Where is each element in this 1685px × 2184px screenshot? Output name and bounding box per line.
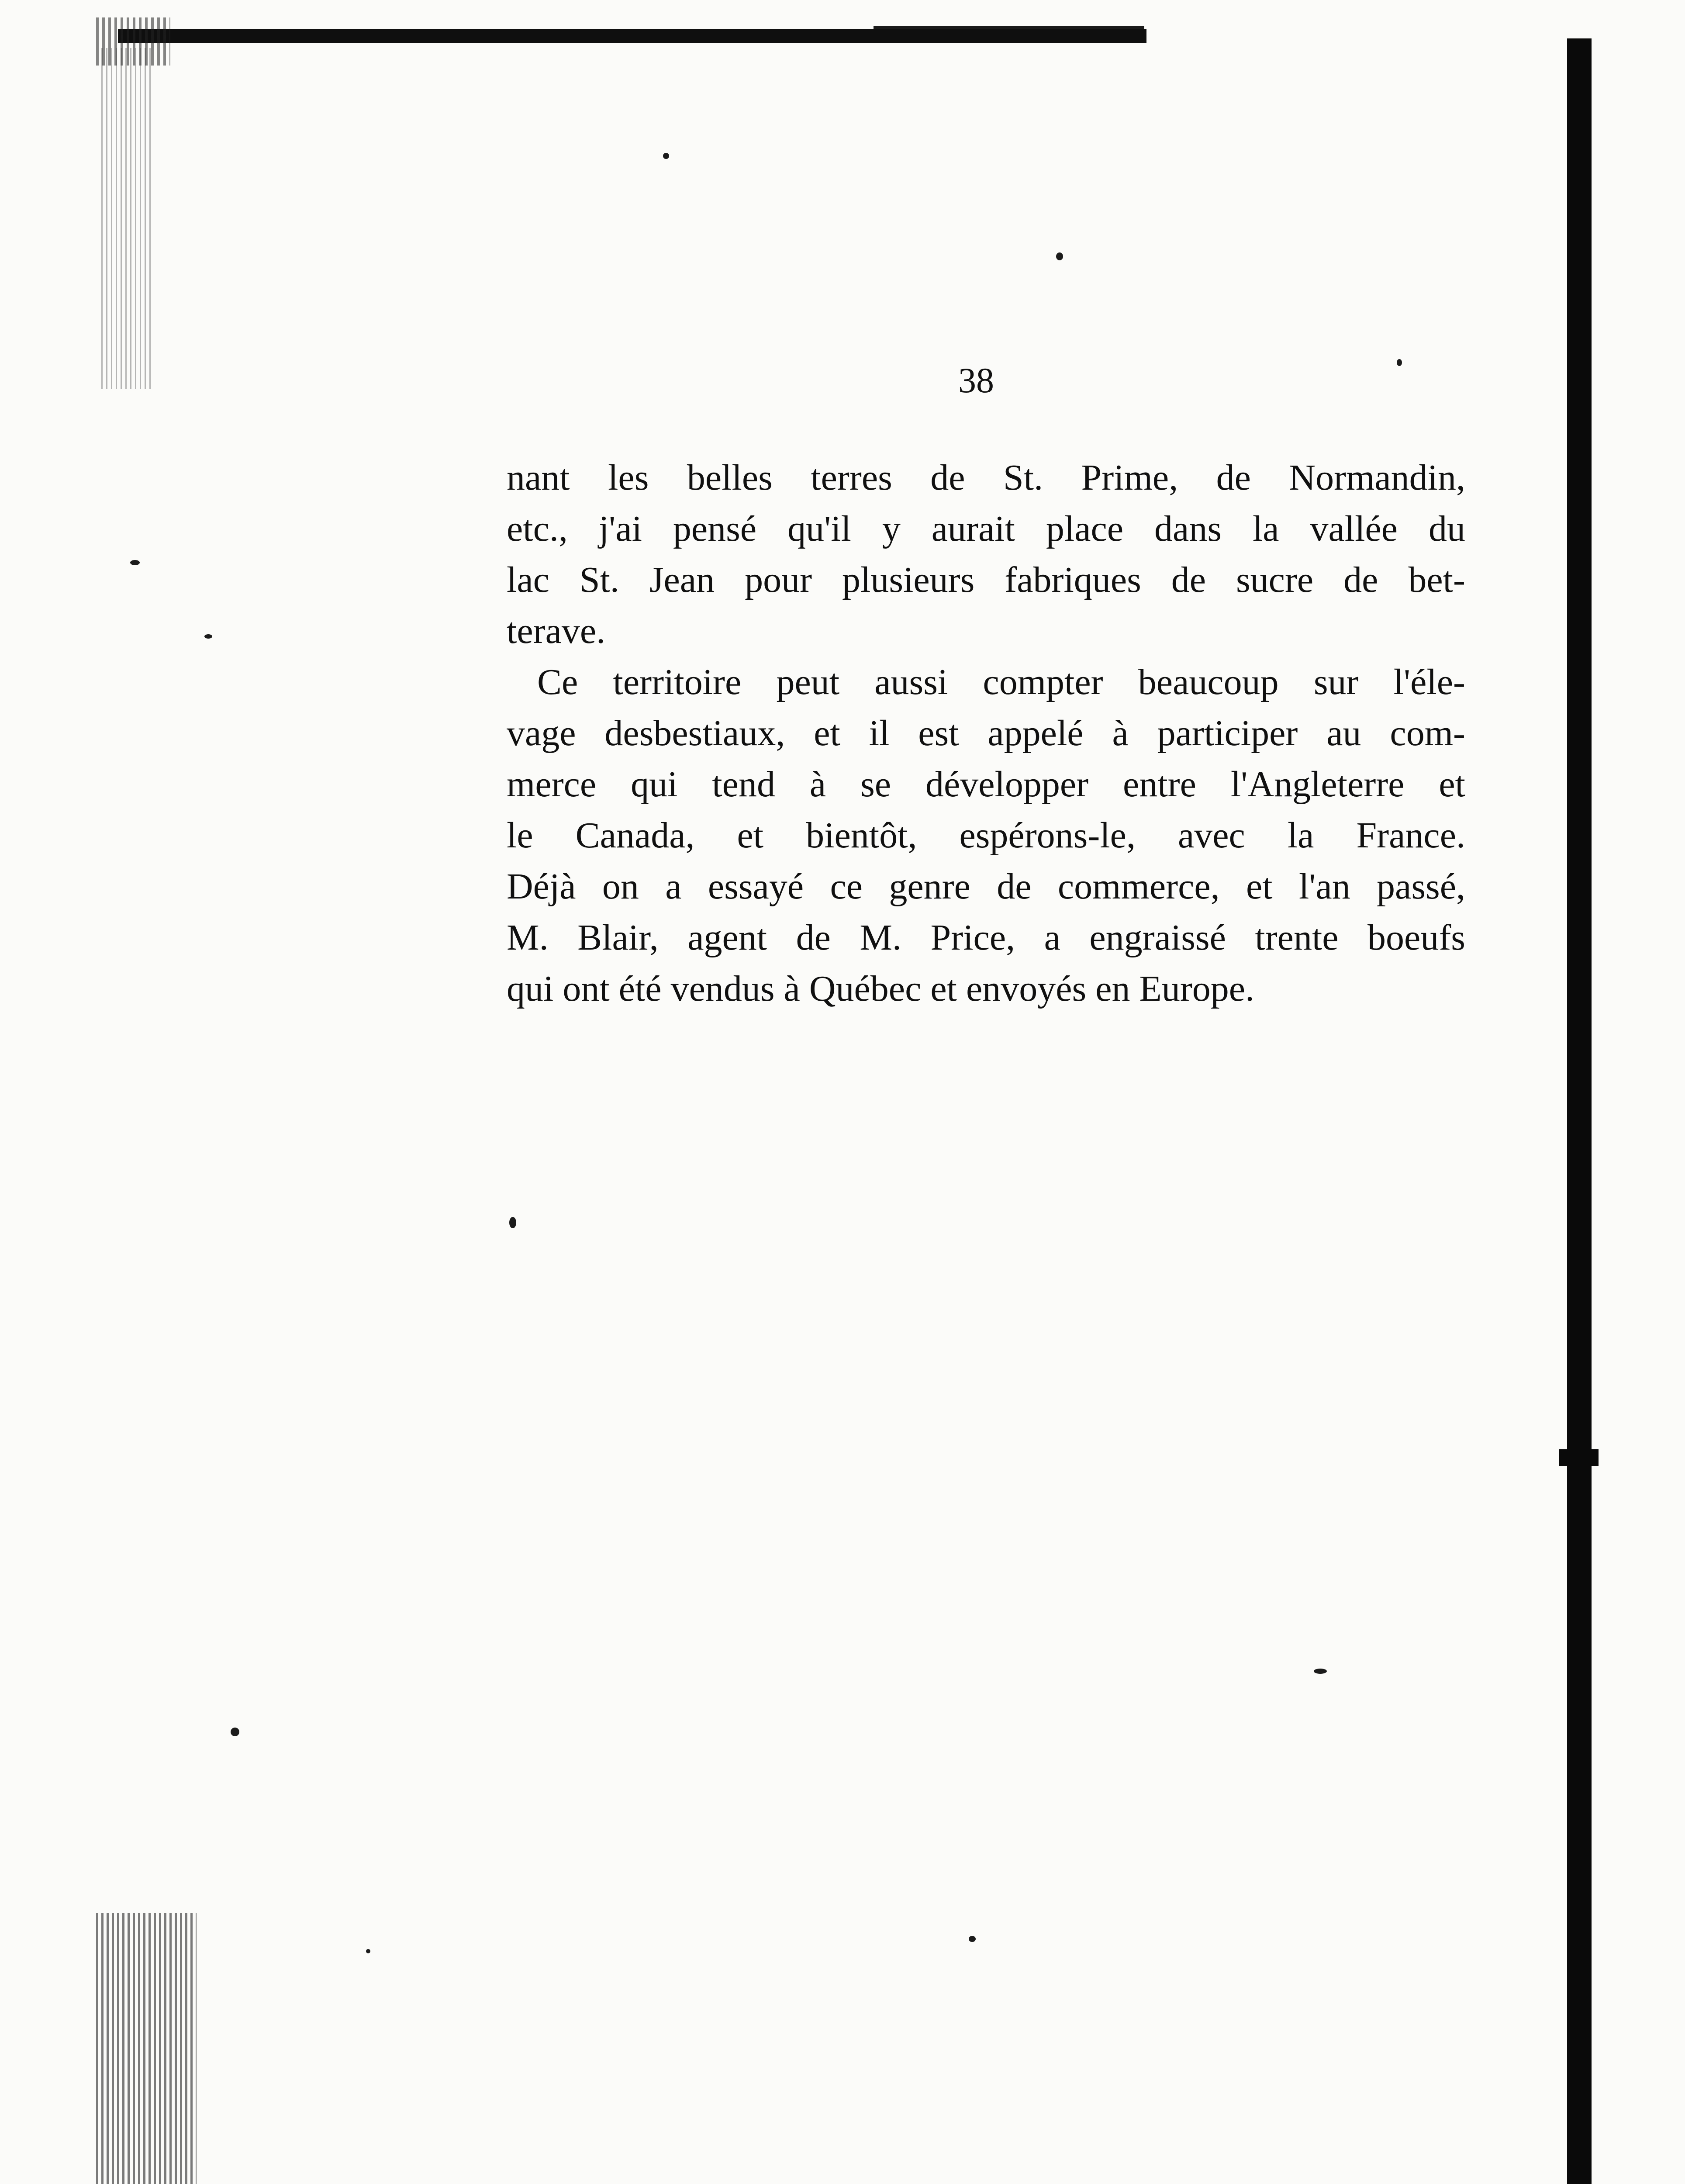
text-line: lac St. Jean pour plusieurs fabriques de sucre de bet- bbox=[507, 560, 1465, 600]
paragraph bbox=[507, 657, 1465, 1014]
paragraph bbox=[507, 452, 1465, 657]
scan-speck bbox=[130, 560, 140, 565]
body-text bbox=[507, 452, 1465, 1014]
text-line: le Canada, et bientôt, espérons-le, avec la France. bbox=[507, 815, 1465, 856]
scan-speck bbox=[509, 1217, 516, 1228]
text-line: terave. bbox=[507, 611, 606, 651]
scan-speck bbox=[1056, 252, 1063, 260]
scan-speck bbox=[663, 153, 669, 159]
scan-left-edge-bottom bbox=[96, 1913, 197, 2184]
scan-speck bbox=[1397, 359, 1402, 366]
text-line: Déjà on a essayé ce genre de commerce, et l'an passé, bbox=[507, 866, 1465, 907]
scan-speck bbox=[231, 1728, 239, 1736]
text-line: vage desbestiaux, et il est appelé à participer au com- bbox=[507, 713, 1465, 753]
scan-speck bbox=[1314, 1669, 1327, 1674]
scan-right-edge-notch bbox=[1559, 1449, 1599, 1466]
scan-speck bbox=[204, 634, 212, 639]
scan-speck bbox=[366, 1949, 370, 1953]
page-number: 38 bbox=[958, 360, 994, 400]
scan-right-edge-bar bbox=[1567, 38, 1592, 2184]
text-line: etc., j'ai pensé qu'il y aurait place dans la vallée du bbox=[507, 508, 1465, 549]
scan-top-rule bbox=[118, 29, 1146, 43]
text-line: Ce territoire peut aussi compter beaucoup sur l'éle- bbox=[537, 662, 1465, 702]
scan-speck bbox=[969, 1936, 976, 1942]
text-line: nant les belles terres de St. Prime, de Normandin, bbox=[507, 457, 1465, 498]
text-line: M. Blair, agent de M. Price, a engraissé trente boeufs bbox=[507, 917, 1465, 958]
text-line: qui ont été vendus à Québec et envoyés en Europe. bbox=[507, 968, 1255, 1009]
text-line: merce qui tend à se développer entre l'Angleterre et bbox=[507, 764, 1465, 805]
scan-left-edge-top bbox=[101, 48, 154, 389]
